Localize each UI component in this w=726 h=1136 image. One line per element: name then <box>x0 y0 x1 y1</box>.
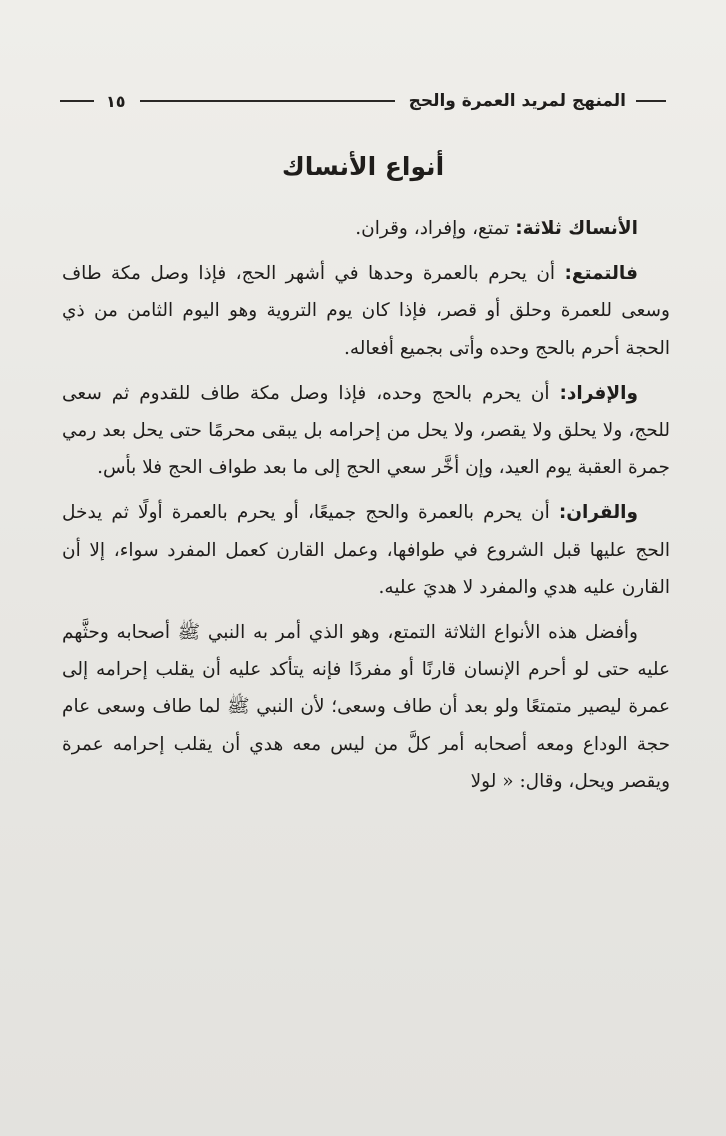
paragraph-lead: فالتمتع: <box>564 263 638 285</box>
section-title: أنواع الأنساك <box>281 152 445 181</box>
paragraph-preference <box>62 614 670 800</box>
paragraph-tamattu <box>62 255 670 367</box>
page-number: ١٥ <box>106 91 126 111</box>
running-header <box>60 84 666 118</box>
paragraph-ifrad <box>62 375 670 487</box>
paragraph-text: أن يحرم بالعمرة والحج جميعًا، أو يحرم بالعمرة أولًا ثم يدخل الحج عليها قبل الشروع في طوافها، وعمل القارن كعمل المفرد سواء، إلا أن القارن عليه هدي والمفرد لا هديَ عليه. <box>62 502 670 598</box>
header-dash-left <box>60 100 94 102</box>
paragraph-lead: الأنساك ثلاثة: <box>515 218 638 239</box>
paragraph-qiran <box>62 494 670 606</box>
paragraph-text: أن يحرم بالحج وحده، فإذا وصل مكة طاف للقدوم ثم سعى للحج، ولا يحلق ولا يقصر، ولا يحل من إحرامه بل يبقى محرمًا حتى يحل بعد رمي جمرة العقبة يوم العيد، وإن أخَّر سعي الحج إلى ما بعد طواف الحج فلا بأس. <box>62 382 670 479</box>
header-rule <box>140 100 395 102</box>
paragraph-lead: والقران: <box>558 502 638 524</box>
body-text <box>62 210 670 808</box>
paragraph-nusuk-types <box>62 210 670 247</box>
header-title: المنهج لمريد العمرة والحج <box>408 91 626 111</box>
header-dash-right <box>636 100 666 102</box>
paragraph-text: وأفضل هذه الأنواع الثلاثة التمتع، وهو الذي أمر به النبي ﷺ أصحابه وحثَّهم عليه حتى لو أحرم الإنسان قارنًا أو مفردًا فإنه يتأكد عليه أن يقلب إحرامه إلى عمرة ليصير متمتعًا ولو بعد أن طاف وسعى؛ لأن النبي ﷺ لما طاف وسعى عام حجة الوداع ومعه أصحابه أمر كلَّ من ليس معه هدي أن يقلب إحرامه عمرة ويقصر ويحل، وقال: « لولا <box>62 622 670 792</box>
paragraph-lead: والإفراد: <box>559 382 638 404</box>
paragraph-text: تمتع، وإفراد، وقران. <box>355 218 516 239</box>
paragraph-text: أن يحرم بالعمرة وحدها في أشهر الحج، فإذا وصل مكة طاف وسعى للعمرة وحلق أو قصر، فإذا كان يوم التروية وهو اليوم الثامن من ذي الحجة أحرم بالحج وحده وأتى بجميع أفعاله. <box>62 263 670 359</box>
